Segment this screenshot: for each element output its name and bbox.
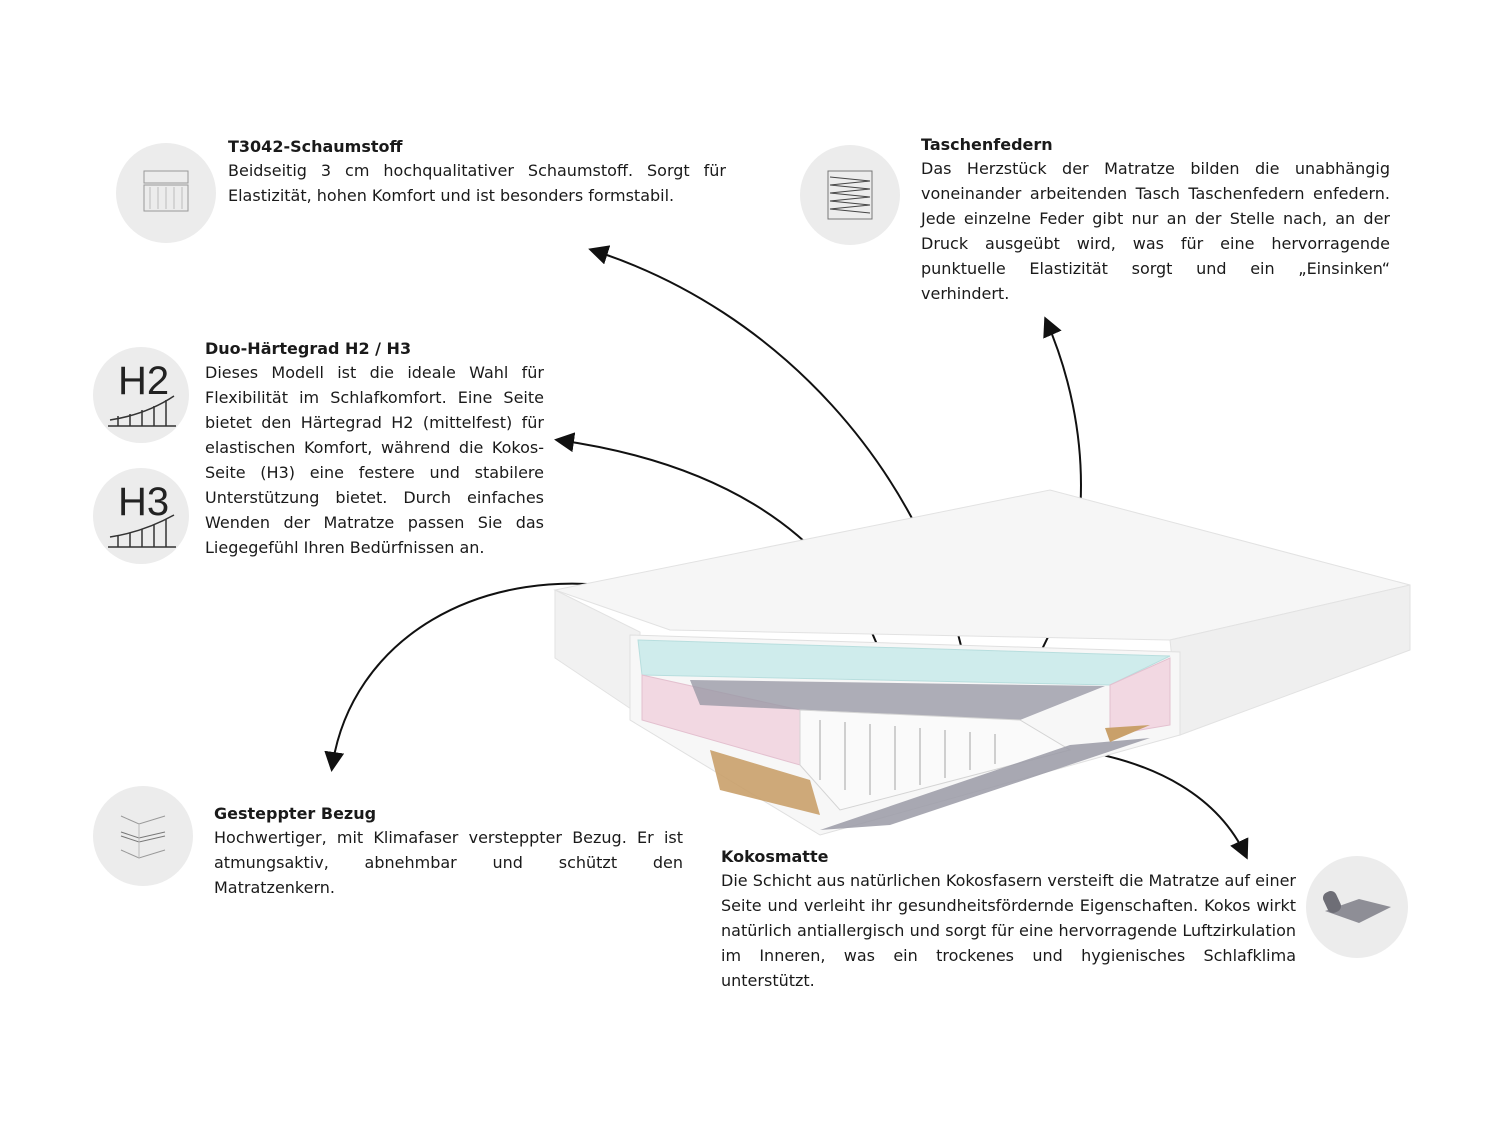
quilted-cover-icon — [93, 786, 193, 886]
feature-title: T3042-Schaumstoff — [228, 137, 403, 156]
mattress-cutaway-illustration — [550, 480, 1420, 850]
feature-haertegrad — [205, 338, 544, 560]
feature-schaumstoff — [228, 136, 726, 208]
h3-firmness-icon — [93, 468, 189, 564]
coconut-mat-roll-icon — [1306, 856, 1408, 958]
pocket-springs-icon — [800, 145, 900, 245]
feature-title: Taschenfedern — [921, 135, 1053, 154]
svg-text:H2: H2 — [118, 359, 170, 403]
foam-layers-icon — [116, 143, 216, 243]
svg-text:H3: H3 — [118, 480, 170, 524]
feature-title: Kokosmatte — [721, 847, 829, 866]
feature-title: Gesteppter Bezug — [214, 804, 377, 823]
feature-text: Die Schicht aus natürlichen Kokosfasern versteift die Matratze auf einer Seite und verleiht ihr gesundheitsfördernde Eigenschaften. Kokos wirkt natürlich antiallergisch und sorgt für eine hervorragende Luftzirkulation im Inneren, was ein trockenes und hygienisches Schlafklima unterstützt. — [721, 871, 1296, 990]
feature-taschenfedern — [921, 134, 1390, 306]
feature-kokosmatte — [721, 846, 1296, 993]
feature-text: Beidseitig 3 cm hochqualitativer Schaumstoff. Sorgt für Elastizität, hohen Komfort und ist besonders formstabil. — [228, 161, 726, 205]
feature-bezug — [214, 803, 683, 900]
h2-firmness-icon — [93, 347, 189, 443]
feature-text: Hochwertiger, mit Klimafaser versteppter Bezug. Er ist atmungsaktiv, abnehmbar und schützt den Matratzenkern. — [214, 828, 683, 897]
feature-title: Duo-Härtegrad H2 / H3 — [205, 339, 412, 358]
feature-text: Dieses Modell ist die ideale Wahl für Flexibilität im Schlafkomfort. Eine Seite bietet den Härtegrad H2 (mittelfest) für elastischen Komfort, während die Kokos-Seite (H3) eine festere und stabilere Unterstützung bietet. Durch einfaches Wenden der Matratze passen Sie das Liegegefühl Ihren Bedürfnissen an. — [205, 363, 544, 557]
feature-text: Das Herzstück der Matratze bilden die unabhängig voneinander arbeitenden Tasch Taschenfedern enfedern. Jede einzelne Feder gibt nur an der Stelle nach, an der Druck ausgeübt wird, was für eine hervorragende punktuelle Elastizität sorgt und ein „Einsinken“ verhindert. — [921, 159, 1390, 303]
